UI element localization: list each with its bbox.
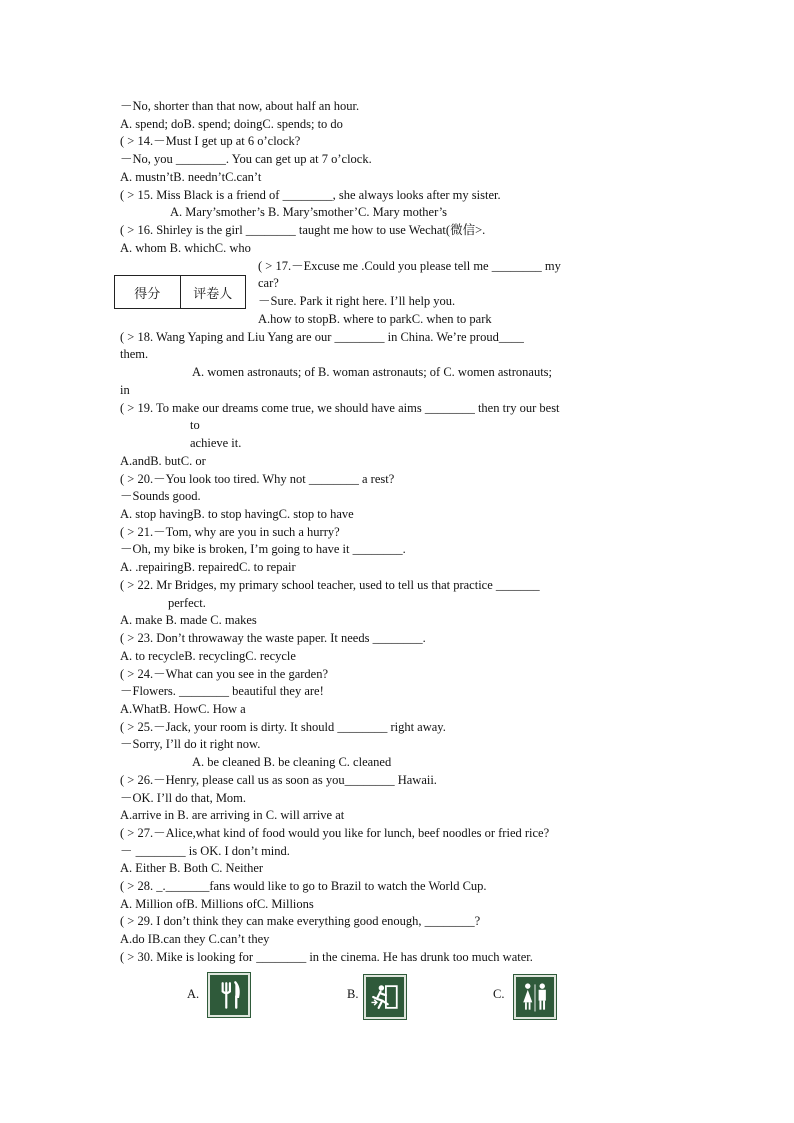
question-18: ( > 18. Wang Yaping and Liu Yang are our ________ in China. We’re proud____ <box>120 330 524 344</box>
answer-options: A. .repairingB. repairedC. to repair <box>120 560 296 574</box>
emergency-exit-running-icon <box>364 975 406 1019</box>
answer-options: A. mustn’tB. needn’tC.can’t <box>120 170 262 184</box>
question-22-continued: perfect. <box>168 596 206 610</box>
question-17-continued: car? <box>258 276 279 290</box>
question-21: ( > 21.－Tom, why are you in such a hurry? <box>120 525 340 539</box>
question-line: －No, shorter than that now, about half an hour. <box>120 99 360 113</box>
grader-label: 评卷人 <box>180 276 246 308</box>
answer-options: A. to recycleB. recyclingC. recycle <box>120 649 296 663</box>
question-18-continued: them. <box>120 347 149 361</box>
question-27: ( > 27.－Alice,what kind of food would you like for lunch, beef noodles or fried rice? <box>120 826 550 840</box>
answer-options: A. Either B. Both C. Neither <box>120 861 264 875</box>
dialogue-line: －Sounds good. <box>120 489 201 503</box>
question-23: ( > 23. Don’t throwaway the waste paper. It needs ________. <box>120 631 426 645</box>
dialogue-line: －No, you ________. You can get up at 7 o’clock. <box>120 152 372 166</box>
dialogue-line: －Sorry, I’ll do it right now. <box>120 737 261 751</box>
question-25: ( > 25.－Jack, your room is dirty. It should ________ right away. <box>120 720 446 734</box>
answer-options: A. make B. made C. makes <box>120 613 257 627</box>
answer-options: A.WhatB. HowC. How a <box>120 702 246 716</box>
answer-options: A. Million ofB. Millions ofC. Millions <box>120 897 314 911</box>
answer-options: A. spend; doB. spend; doingC. spends; to do <box>120 117 343 131</box>
answer-options: A. be cleaned B. be cleaning C. cleaned <box>192 755 392 769</box>
score-label: 得分 <box>134 286 161 302</box>
question-28: ( > 28. _._______fans would like to go to Brazil to watch the World Cup. <box>120 879 487 893</box>
question-26: ( > 26.－Henry, please call us as soon as you________ Hawaii. <box>120 773 437 787</box>
question-17: ( > 17.－Excuse me .Could you please tell me ________ my <box>258 259 561 273</box>
dialogue-line: －Sure. Park it right here. I’ll help you. <box>258 294 456 308</box>
dialogue-line: －Flowers. ________ beautiful they are! <box>120 684 324 698</box>
option-c-label: C. <box>493 987 505 1001</box>
answer-options: A.how to stopB. where to parkC. when to park <box>258 312 492 326</box>
answer-options: A.arrive in B. are arriving in C. will arrive at <box>120 808 345 822</box>
question-19: ( > 19. To make our dreams come true, we should have aims ________ then try our best <box>120 401 560 415</box>
restaurant-fork-knife-icon <box>208 973 250 1017</box>
dialogue-line: －OK. I’ll do that, Mom. <box>120 791 247 805</box>
dialogue-line: －Oh, my bike is broken, I’m going to have it ________. <box>120 542 406 556</box>
answer-options: A. whom B. whichC. who <box>120 241 251 255</box>
restroom-woman-man-icon <box>514 975 556 1019</box>
answer-options: A. stop havingB. to stop havingC. stop to have <box>120 507 354 521</box>
question-22: ( > 22. Mr Bridges, my primary school teacher, used to tell us that practice _______ <box>120 578 540 592</box>
answer-options: A. Mary’smother’s B. Mary’smother’C. Mary mother’s <box>170 205 448 219</box>
question-15: ( > 15. Miss Black is a friend of ________, she always looks after my sister. <box>120 188 501 202</box>
option-b-label: B. <box>347 987 359 1001</box>
question-30: ( > 30. Mike is looking for ________ in the cinema. He has drunk too much water. <box>120 950 533 964</box>
question-24: ( > 24.－What can you see in the garden? <box>120 667 329 681</box>
option-a-label: A. <box>187 987 200 1001</box>
answer-options: A. women astronauts; of B. woman astronauts; of C. women astronauts; <box>192 365 553 379</box>
answer-options-continued: in <box>120 383 130 397</box>
score-box <box>114 275 246 309</box>
question-19-continued: to <box>190 418 200 432</box>
question-14: ( > 14.－Must I get up at 6 o’clock? <box>120 134 301 148</box>
question-20: ( > 20.－You look too tired. Why not ________ a rest? <box>120 472 395 486</box>
question-19-continued: achieve it. <box>190 436 242 450</box>
answer-options: A.andB. butC. or <box>120 454 206 468</box>
question-29: ( > 29. I don’t think they can make everything good enough, ________? <box>120 914 481 928</box>
question-16: ( > 16. Shirley is the girl ________ taught me how to use Wechat(微信>. <box>120 223 486 237</box>
answer-options: A.do IB.can they C.can’t they <box>120 932 270 946</box>
dialogue-line: － ________ is OK. I don’t mind. <box>120 844 290 858</box>
